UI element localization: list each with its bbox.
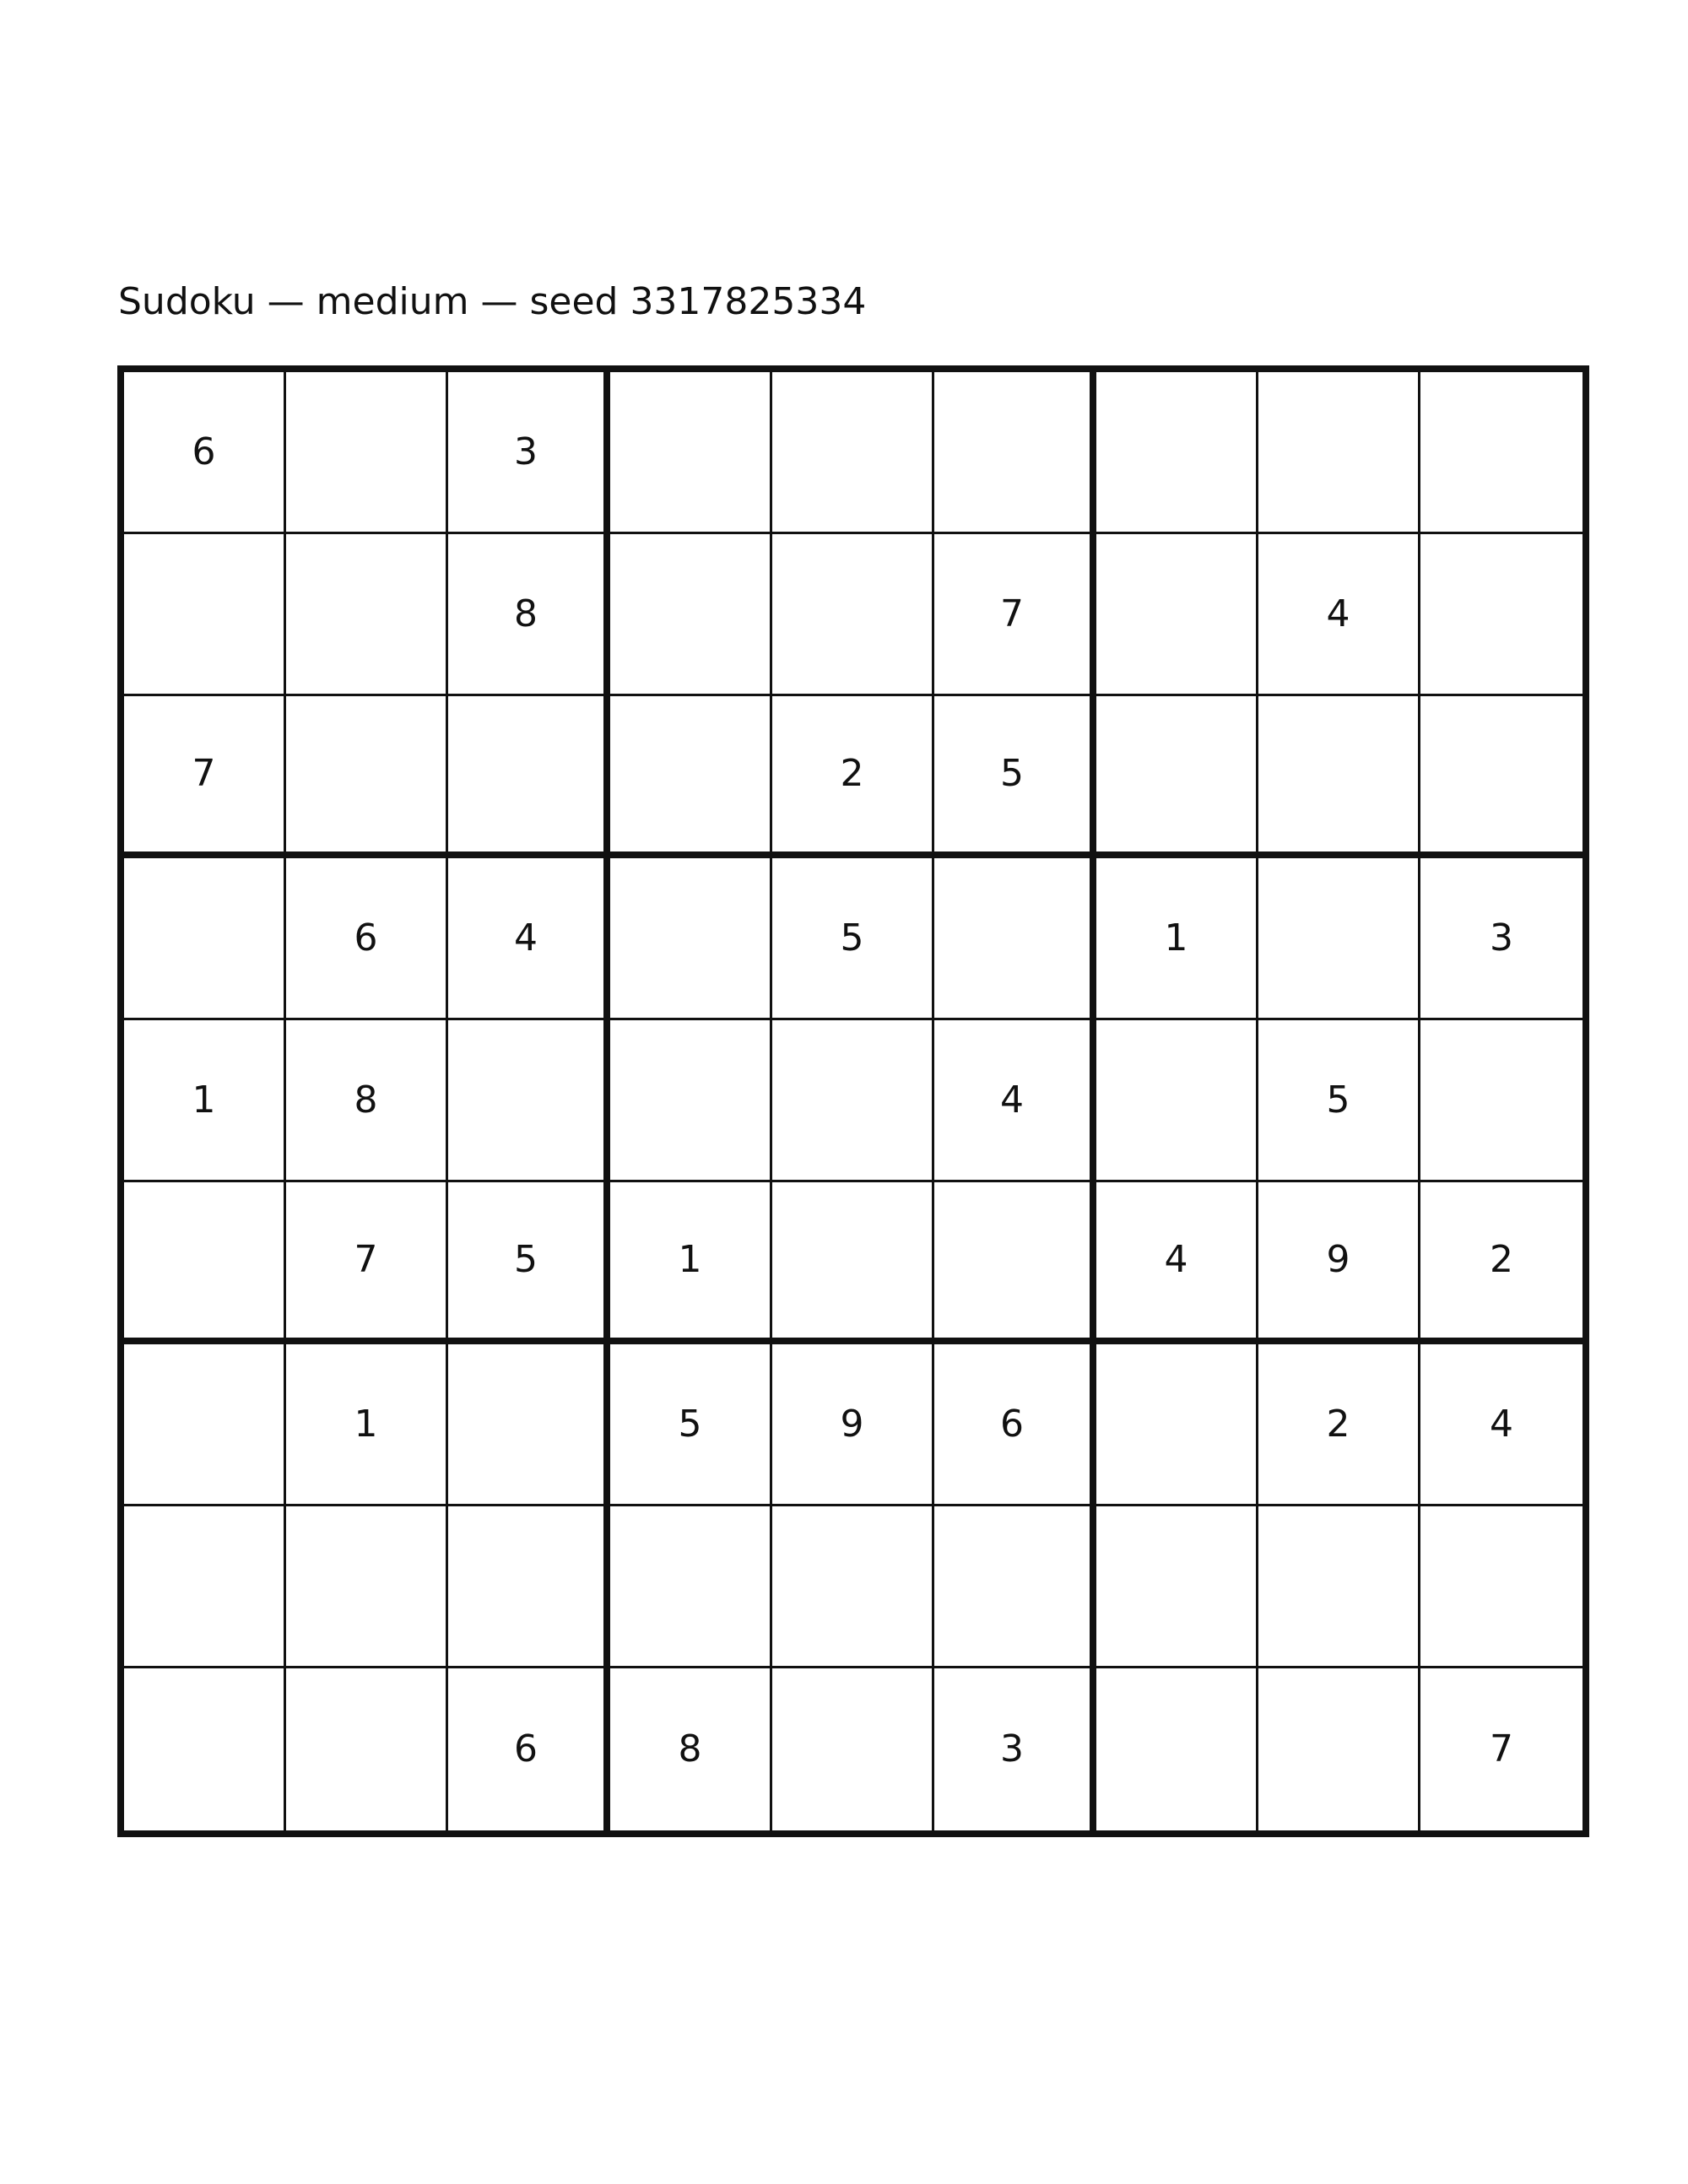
sudoku-cell-r8-c8[interactable] bbox=[1258, 1506, 1420, 1668]
sudoku-cell-r8-c5[interactable] bbox=[772, 1506, 934, 1668]
sudoku-cell-r6-c1[interactable] bbox=[124, 1182, 286, 1344]
sudoku-cell-r9-c8[interactable] bbox=[1258, 1668, 1420, 1830]
sudoku-cell-r7-c6[interactable]: 6 bbox=[934, 1344, 1096, 1506]
sudoku-cell-r2-c1[interactable] bbox=[124, 534, 286, 696]
sudoku-cell-r6-c4[interactable]: 1 bbox=[610, 1182, 772, 1344]
sudoku-cell-r5-c9[interactable] bbox=[1420, 1020, 1582, 1182]
sudoku-cell-r4-c6[interactable] bbox=[934, 858, 1096, 1020]
sudoku-cell-r3-c4[interactable] bbox=[610, 696, 772, 858]
sudoku-cell-r4-c9[interactable]: 3 bbox=[1420, 858, 1582, 1020]
sudoku-cell-r2-c7[interactable] bbox=[1096, 534, 1258, 696]
sudoku-cell-r3-c1[interactable]: 7 bbox=[124, 696, 286, 858]
sudoku-cell-r6-c5[interactable] bbox=[772, 1182, 934, 1344]
sudoku-cell-r1-c6[interactable] bbox=[934, 372, 1096, 534]
sudoku-cell-r8-c9[interactable] bbox=[1420, 1506, 1582, 1668]
sudoku-cell-r8-c2[interactable] bbox=[286, 1506, 448, 1668]
sudoku-cell-r9-c4[interactable]: 8 bbox=[610, 1668, 772, 1830]
sudoku-cell-r4-c5[interactable]: 5 bbox=[772, 858, 934, 1020]
sudoku-cell-r9-c2[interactable] bbox=[286, 1668, 448, 1830]
sudoku-cell-r2-c9[interactable] bbox=[1420, 534, 1582, 696]
sudoku-cell-r4-c3[interactable]: 4 bbox=[448, 858, 610, 1020]
sudoku-cell-r9-c9[interactable]: 7 bbox=[1420, 1668, 1582, 1830]
sudoku-cell-r7-c4[interactable]: 5 bbox=[610, 1344, 772, 1506]
sudoku-cell-r6-c6[interactable] bbox=[934, 1182, 1096, 1344]
sudoku-cell-r6-c8[interactable]: 9 bbox=[1258, 1182, 1420, 1344]
sudoku-cell-r7-c2[interactable]: 1 bbox=[286, 1344, 448, 1506]
sudoku-cell-r8-c6[interactable] bbox=[934, 1506, 1096, 1668]
sudoku-cell-r5-c3[interactable] bbox=[448, 1020, 610, 1182]
sudoku-cell-r2-c5[interactable] bbox=[772, 534, 934, 696]
sudoku-cell-r1-c4[interactable] bbox=[610, 372, 772, 534]
sudoku-cell-r3-c7[interactable] bbox=[1096, 696, 1258, 858]
sudoku-cell-r1-c7[interactable] bbox=[1096, 372, 1258, 534]
sudoku-cell-r1-c5[interactable] bbox=[772, 372, 934, 534]
sudoku-cell-r5-c8[interactable]: 5 bbox=[1258, 1020, 1420, 1182]
sudoku-cell-r2-c3[interactable]: 8 bbox=[448, 534, 610, 696]
sudoku-cell-r7-c9[interactable]: 4 bbox=[1420, 1344, 1582, 1506]
sudoku-cell-r7-c5[interactable]: 9 bbox=[772, 1344, 934, 1506]
sudoku-cell-r8-c7[interactable] bbox=[1096, 1506, 1258, 1668]
sudoku-cell-r1-c3[interactable]: 3 bbox=[448, 372, 610, 534]
sudoku-cell-r2-c6[interactable]: 7 bbox=[934, 534, 1096, 696]
sudoku-cell-r8-c3[interactable] bbox=[448, 1506, 610, 1668]
sudoku-cell-r3-c5[interactable]: 2 bbox=[772, 696, 934, 858]
sudoku-cell-r6-c3[interactable]: 5 bbox=[448, 1182, 610, 1344]
sudoku-cell-r6-c2[interactable]: 7 bbox=[286, 1182, 448, 1344]
sudoku-cell-r3-c6[interactable]: 5 bbox=[934, 696, 1096, 858]
sudoku-cell-r3-c9[interactable] bbox=[1420, 696, 1582, 858]
sudoku-cell-r5-c6[interactable]: 4 bbox=[934, 1020, 1096, 1182]
sudoku-cell-r5-c1[interactable]: 1 bbox=[124, 1020, 286, 1182]
puzzle-title: Sudoku — medium — seed 3317825334 bbox=[118, 280, 867, 323]
sudoku-cell-r4-c2[interactable]: 6 bbox=[286, 858, 448, 1020]
sudoku-cell-r9-c5[interactable] bbox=[772, 1668, 934, 1830]
sudoku-cell-r5-c2[interactable]: 8 bbox=[286, 1020, 448, 1182]
sudoku-cell-r1-c9[interactable] bbox=[1420, 372, 1582, 534]
sudoku-cell-r4-c8[interactable] bbox=[1258, 858, 1420, 1020]
sudoku-cell-r4-c4[interactable] bbox=[610, 858, 772, 1020]
sudoku-cell-r7-c7[interactable] bbox=[1096, 1344, 1258, 1506]
sudoku-cell-r1-c2[interactable] bbox=[286, 372, 448, 534]
sudoku-cell-r6-c9[interactable]: 2 bbox=[1420, 1182, 1582, 1344]
sudoku-cell-r5-c4[interactable] bbox=[610, 1020, 772, 1182]
sudoku-cell-r7-c3[interactable] bbox=[448, 1344, 610, 1506]
sudoku-cell-r5-c7[interactable] bbox=[1096, 1020, 1258, 1182]
sudoku-cell-r9-c3[interactable]: 6 bbox=[448, 1668, 610, 1830]
sudoku-cell-r6-c7[interactable]: 4 bbox=[1096, 1182, 1258, 1344]
sudoku-cell-r1-c1[interactable]: 6 bbox=[124, 372, 286, 534]
sudoku-cell-r3-c2[interactable] bbox=[286, 696, 448, 858]
sudoku-cell-r9-c6[interactable]: 3 bbox=[934, 1668, 1096, 1830]
sudoku-cell-r3-c8[interactable] bbox=[1258, 696, 1420, 858]
sudoku-cell-r9-c7[interactable] bbox=[1096, 1668, 1258, 1830]
sudoku-cell-r1-c8[interactable] bbox=[1258, 372, 1420, 534]
sudoku-board bbox=[117, 365, 1589, 1837]
sudoku-cell-r5-c5[interactable] bbox=[772, 1020, 934, 1182]
sudoku-cell-r9-c1[interactable] bbox=[124, 1668, 286, 1830]
sudoku-cell-r3-c3[interactable] bbox=[448, 696, 610, 858]
sudoku-cell-r2-c4[interactable] bbox=[610, 534, 772, 696]
sudoku-cell-r8-c1[interactable] bbox=[124, 1506, 286, 1668]
sudoku-cell-r4-c1[interactable] bbox=[124, 858, 286, 1020]
sudoku-cell-r8-c4[interactable] bbox=[610, 1506, 772, 1668]
sudoku-cell-r2-c2[interactable] bbox=[286, 534, 448, 696]
sudoku-cell-r7-c8[interactable]: 2 bbox=[1258, 1344, 1420, 1506]
sudoku-cell-r4-c7[interactable]: 1 bbox=[1096, 858, 1258, 1020]
sudoku-cell-r7-c1[interactable] bbox=[124, 1344, 286, 1506]
sudoku-cell-r2-c8[interactable]: 4 bbox=[1258, 534, 1420, 696]
